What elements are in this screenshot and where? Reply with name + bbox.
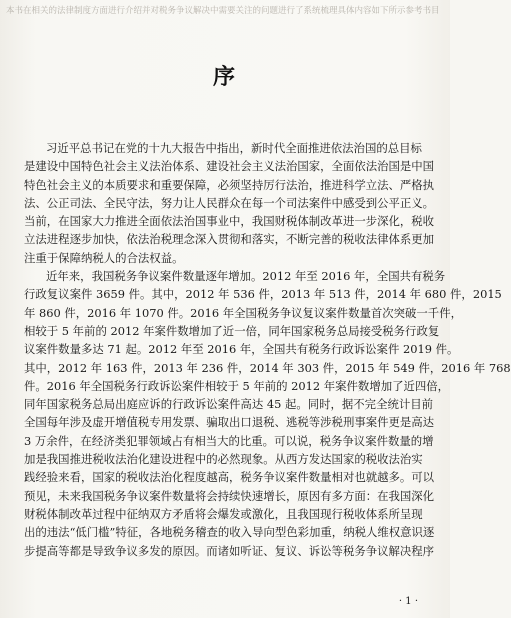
paragraph <box>24 267 511 560</box>
body-text <box>24 139 511 560</box>
text-line: 步提高等都是导致争议多发的原因。而诸如听证、复议、诉讼等税务争议解决程序 <box>24 543 435 558</box>
show-through-text: 本书在相关的法律制度方面进行介绍并对税务争议解决中需要关注的问题进行了系统梳理具体内容如下所示参考书目 <box>6 6 440 16</box>
text-line: 是建设中国特色社会主义法治体系、建设社会主义法治国家，全面依法治国是中国 <box>24 159 435 174</box>
text-line: 其中，2012 年 163 件，2013 年 236 件，2014 年 303 件，2015 年 549 件，2016 年 768 <box>24 360 511 375</box>
text-line: 行政复议案件 3659 件。其中，2012 年 536 件，2013 年 513 件，2014 年 680 件，2015 <box>24 287 502 302</box>
text-line: 加是我国推进税收法治化建设进程中的必然现象。从西方发达国家的税收法治实 <box>24 452 423 467</box>
text-line: 立法进程逐步加快，依法治税理念深入贯彻和落实，不断完善的税收法律体系更加 <box>24 232 435 247</box>
text-line: 践经验来看，国家的税收法治化程度越高，税务争议案件数量相对也就越多。可以 <box>24 470 435 485</box>
text-line: 财税体制改革过程中征纳双方矛盾将会爆发或激化，且我国现行税收体系所呈现 <box>24 506 423 521</box>
text-line: 近年来，我国税务争议案件数量逐年增加。2012 年至 2016 年，全国共有税务 <box>46 269 446 284</box>
text-line: 注重于保障纳税人的合法权益。 <box>24 250 184 265</box>
text-line: 年 860 件，2016 年 1070 件。2016 年全国税务争议复议案件数量首次突破一千件， <box>24 305 462 320</box>
text-line: 特色社会主义的本质要求和重要保障，必须坚持厉行法治，推进科学立法、严格执 <box>24 177 435 192</box>
text-line: 法、公正司法、全民守法，努力让人民群众在每一个司法案件中感受到公平正义。 <box>24 195 435 210</box>
text-line: 同年国家税务总局出庭应诉的行政诉讼案件高达 45 起。同时，据不完全统计目前 <box>24 397 434 412</box>
page-title: 序 <box>212 64 237 90</box>
text-line: 3 万余件，在经济类犯罪领域占有相当大的比重。可以说，税务争议案件数量的增 <box>24 433 434 448</box>
text-line: 议案件数量多达 71 起。2012 年至 2016 年，全国共有税务行政诉讼案件 2019 件。 <box>24 342 459 357</box>
text-line: 习近平总书记在党的十九大报告中指出，新时代全面推进依法治国的总目标 <box>46 141 422 155</box>
text-line: 件。2016 年全国税务行政诉讼案件相较于 5 年前的 2012 年案件数增加了近四倍， <box>24 378 450 393</box>
text-line: 预见，未来我国税务争议案件数量将会持续快速增长，原因有多方面：在我国深化 <box>24 488 435 503</box>
text-line: 全国每年涉及虚开增值税专用发票、骗取出口退税、逃税等涉税刑事案件更是高达 <box>24 415 435 430</box>
page-number: · 1 · <box>398 596 418 607</box>
paragraph <box>24 139 435 267</box>
text-line: 出的违法“低门槛”特征，各地税务稽查的收入导向型色彩加重，纳税人维权意识逐 <box>24 525 435 540</box>
text-line: 当前，在国家大力推进全面依法治国事业中，我国财税体制改革进一步深化，税收 <box>24 214 435 229</box>
text-line: 相较于 5 年前的 2012 年案件数增加了近一倍，同年国家税务总局接受税务行政复 <box>24 323 440 338</box>
